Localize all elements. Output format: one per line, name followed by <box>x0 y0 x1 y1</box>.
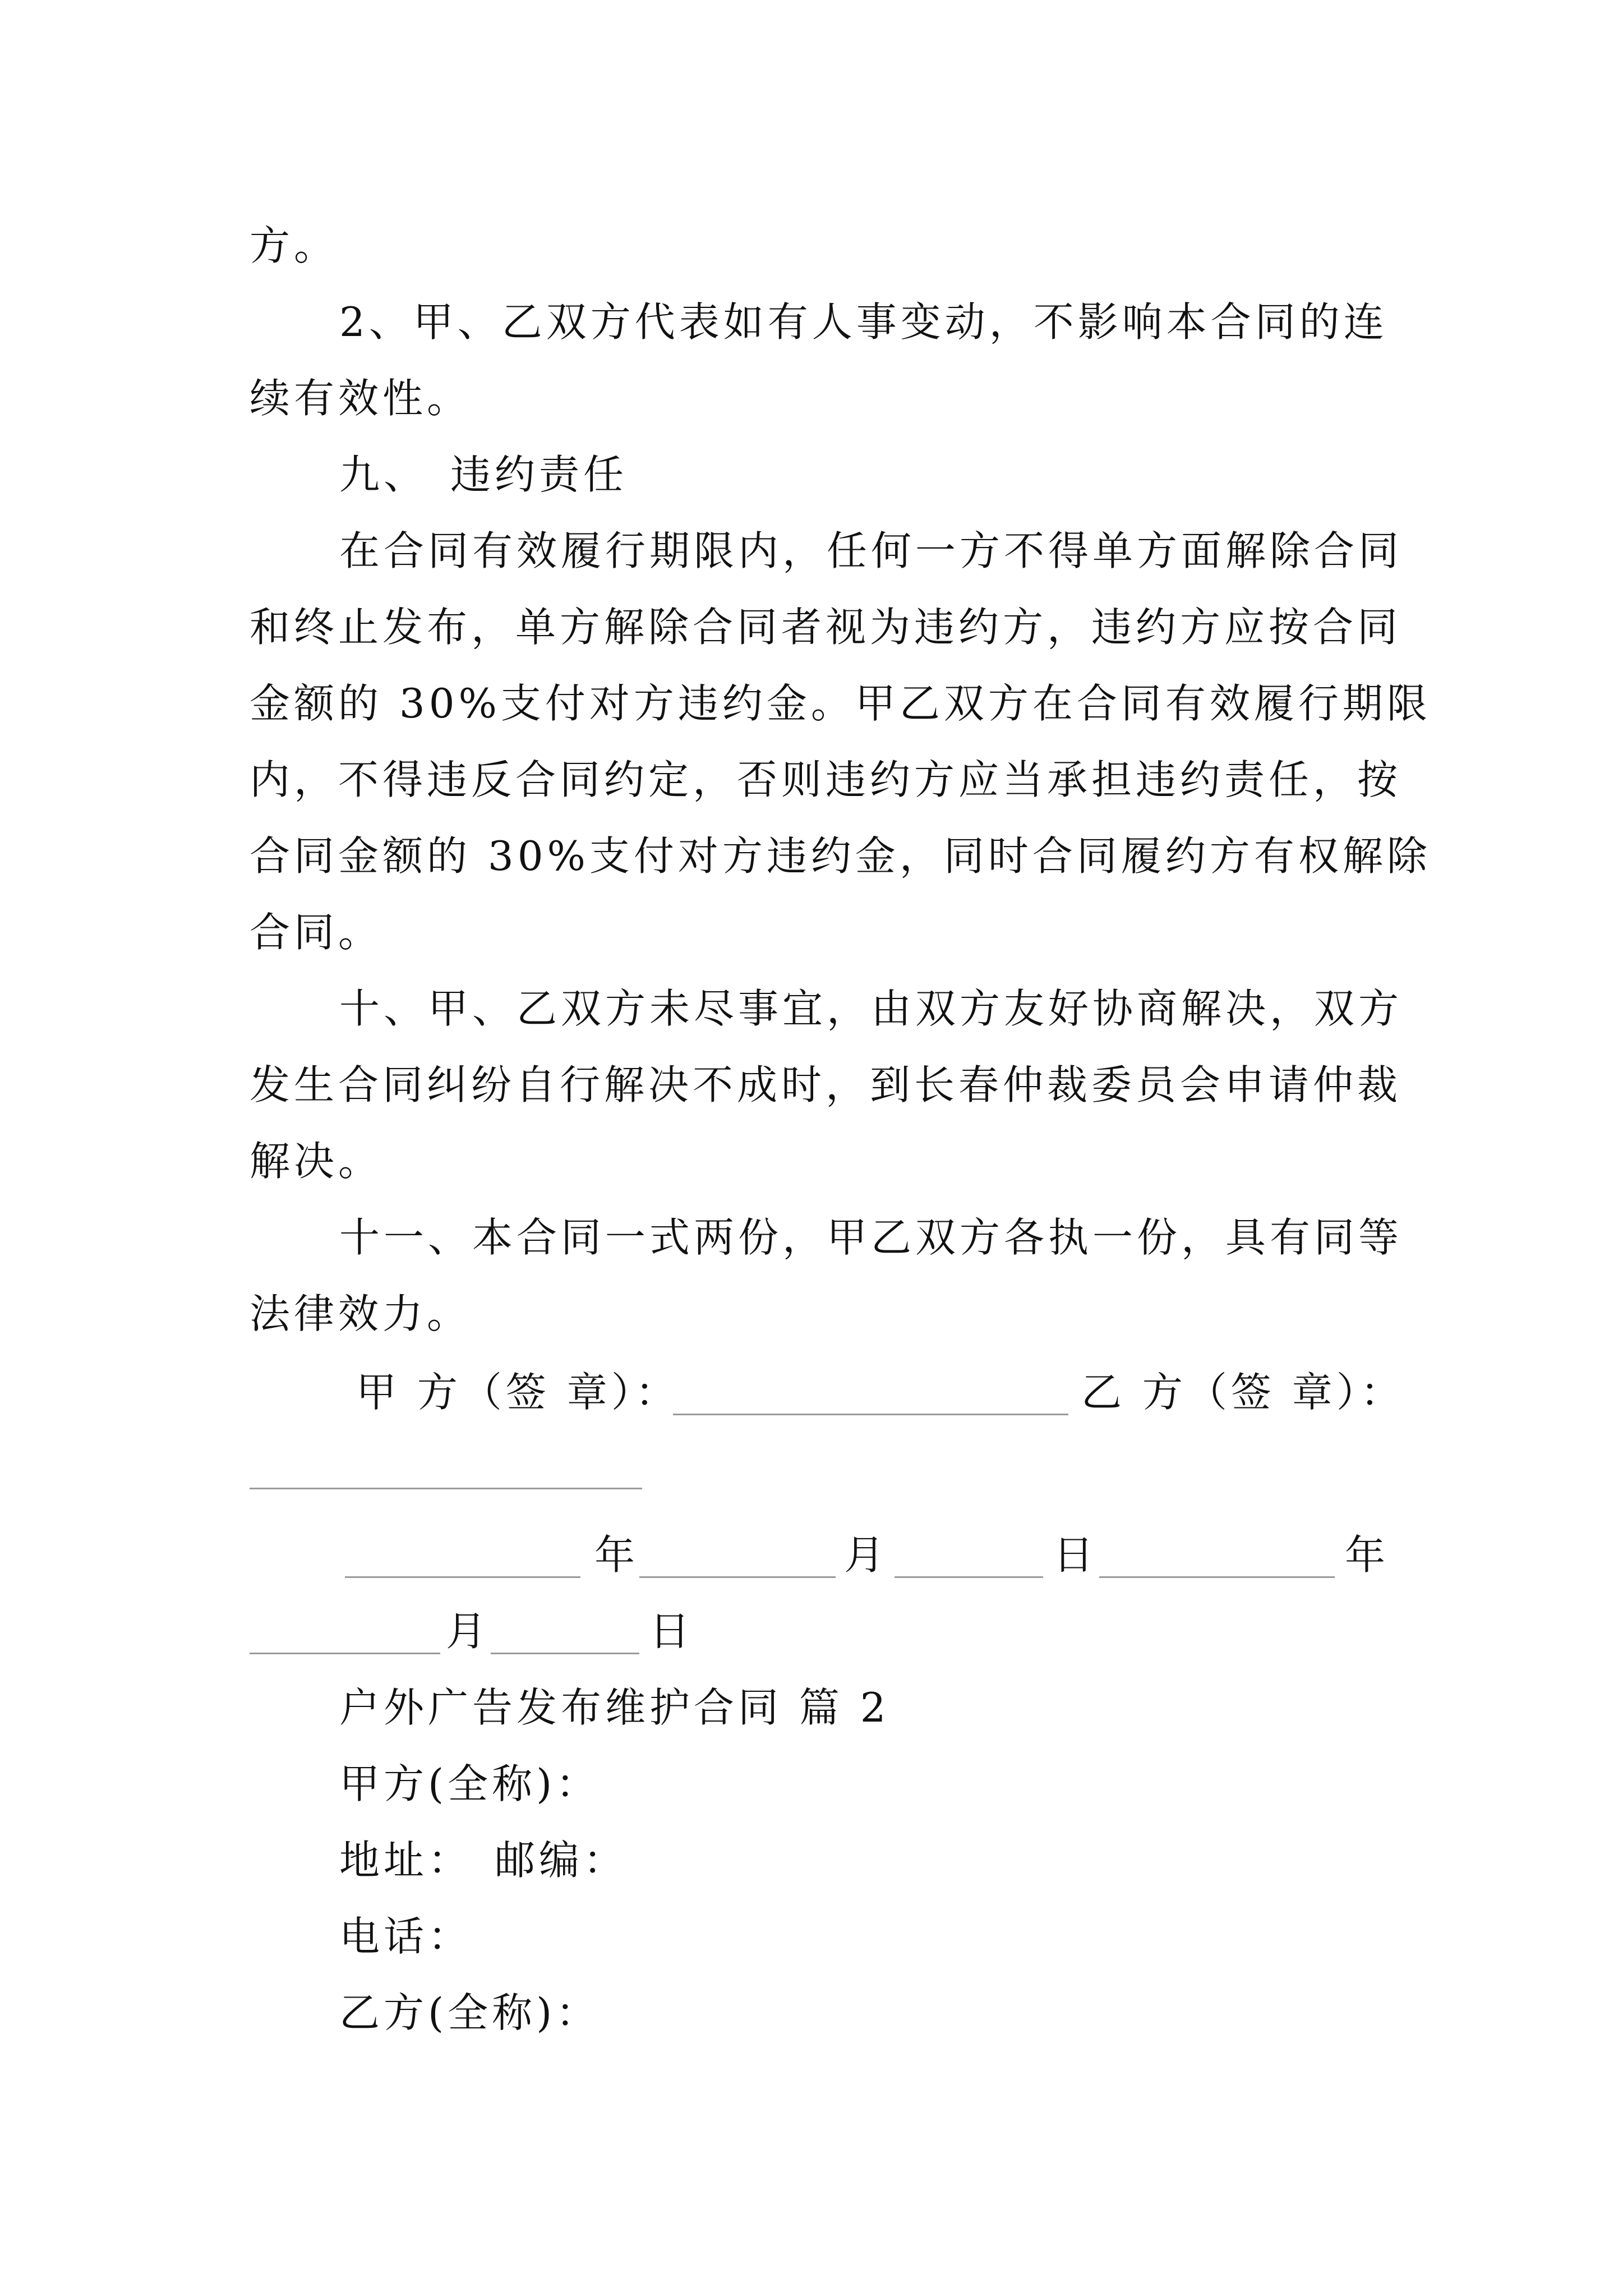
text-line: 和终止发布，单方解除合同者视为违约方，违约方应按合同 <box>250 604 1402 651</box>
date-day-label: 日 <box>1053 1531 1098 1579</box>
date-blank-year-b <box>1099 1576 1335 1578</box>
text-line: 续有效性。 <box>250 375 472 422</box>
date-blank-month-a <box>639 1576 836 1578</box>
text-line: 金额的 30%支付对方违约金。甲乙双方在合同有效履行期限 <box>250 680 1431 727</box>
field-address: 地址： <box>339 1837 473 1884</box>
date-year-label: 年 <box>594 1531 639 1579</box>
date-month-label: 月 <box>446 1608 491 1655</box>
text-line: 合同。 <box>250 909 383 956</box>
text-line: 在合同有效履行期限内，任何一方不得单方面解除合同 <box>339 527 1403 574</box>
field-party-a: 甲方(全称)： <box>339 1760 601 1807</box>
date-blank-year-a <box>345 1576 580 1578</box>
text-line: 2、甲、乙双方代表如有人事变动，不影响本合同的连 <box>339 298 1388 346</box>
text-line: 内，不得违反合同约定，否则违约方应当承担违约责任，按 <box>250 756 1402 803</box>
field-postcode: 邮编： <box>495 1837 628 1884</box>
text-line: 十一、本合同一式两份，甲乙双方各执一份，具有同等 <box>339 1214 1403 1261</box>
date-blank-month-b <box>250 1653 440 1654</box>
section-number: 九、 <box>339 451 428 498</box>
signature-blank-party-a <box>673 1414 1068 1415</box>
signature-label-party-b: 乙 方（签 章）： <box>1081 1369 1405 1416</box>
signature-label-party-a: 甲 方（签 章）： <box>356 1369 680 1416</box>
date-blank-day-a <box>895 1576 1043 1578</box>
text-line: 法律效力。 <box>250 1290 472 1337</box>
text-line: 发生合同纠纷自行解决不成时，到长春仲裁委员会申请仲裁 <box>250 1061 1402 1108</box>
text-line: 解决。 <box>250 1138 383 1185</box>
section-heading-9 <box>339 447 628 503</box>
section-title: 违约责任 <box>450 451 628 498</box>
date-day-label: 日 <box>649 1608 694 1655</box>
field-party-b: 乙方(全称)： <box>339 1989 601 2036</box>
field-address-row <box>339 1832 628 1888</box>
text-line: 方。 <box>250 222 339 269</box>
date-month-label: 月 <box>844 1531 889 1579</box>
date-year-label: 年 <box>1345 1531 1390 1579</box>
field-phone: 电话： <box>339 1913 473 1960</box>
contract-heading: 户外广告发布维护合同 篇 2 <box>339 1684 890 1731</box>
text-line: 十、甲、乙双方未尽事宜，由双方友好协商解决，双方 <box>339 985 1403 1032</box>
date-blank-day-b <box>491 1653 639 1654</box>
signature-blank-party-b <box>250 1488 642 1489</box>
text-line: 合同金额的 30%支付对方违约金，同时合同履约方有权解除 <box>250 832 1431 880</box>
